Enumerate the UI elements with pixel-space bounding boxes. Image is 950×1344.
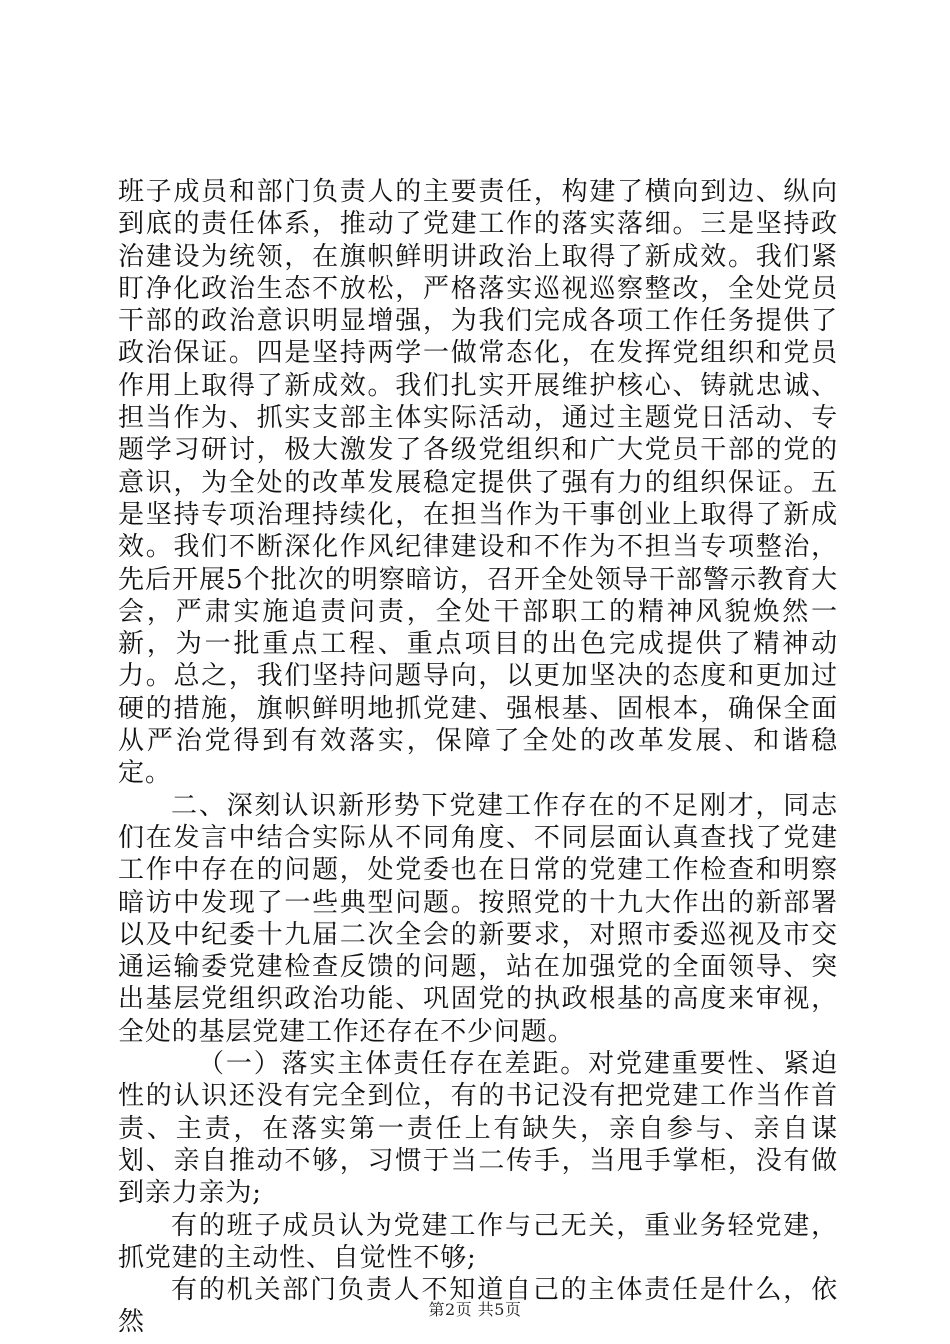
paragraph-item-one: （一）落实主体责任存在差距。对党建重要性、紧迫性的认识还没有完全到位，有的书记没有把党建工作当作首责、主责，在落实第一责任上有缺失，亲自参与、亲自谋划、亲自推动不够，习惯于当二传手，当甩手掌柜，没有做到亲力亲为; [118,1049,838,1209]
paragraph-continuation: 班子成员和部门负责人的主要责任，构建了横向到边、纵向到底的责任体系，推动了党建工作的落实落细。三是坚持政治建设为统领，在旗帜鲜明讲政治上取得了新成效。我们紧盯净化政治生态不放松，严格落实巡视巡察整改，全处党员干部的政治意识明显增强，为我们完成各项工作任务提供了政治保证。四是坚持两学一做常态化，在发挥党组织和党员作用上取得了新成效。我们扎实开展维护核心、铸就忠诚、担当作为、抓实支部主体实际活动，通过主题党日活动、专题学习研讨，极大激发了各级党组织和广大党员干部的党的意识，为全处的改革发展稳定提供了强有力的组织保证。五是坚持专项治理持续化，在担当作为干事创业上取得了新成效。我们不断深化作风纪律建设和不作为不担当专项整治，先后开展5个批次的明察暗访，召开全处领导干部警示教育大会，严肃实施追责问责，全处干部职工的精神风貌焕然一新，为一批重点工程、重点项目的出色完成提供了精神动力。总之，我们坚持问题导向，以更加坚决的态度和更加过硬的措施，旗帜鲜明地抓党建、强根基、固根本，确保全面从严治党得到有效落实，保障了全处的改革发展、和谐稳定。 [118,177,838,789]
paragraph-department-heads: 有的机关部门负责人不知道自己的主体责任是什么，依然 [118,1275,838,1338]
paragraph-section-two: 二、深刻认识新形势下党建工作存在的不足刚才，同志们在发言中结合实际从不同角度、不同层面认真查找了党建工作中存在的问题，处党委也在日常的党建工作检查和明察暗访中发现了一些典型问题。按照党的十九大作出的新部署以及中纪委十九届二次全会的新要求，对照市委巡视及市交通运输委党建检查反馈的问题，站在加强党的全面领导、突出基层党组织政治功能、巩固党的执政根基的高度来审视，全处的基层党建工作还存在不少问题。 [118,790,838,1047]
paragraph-team-members: 有的班子成员认为党建工作与己无关，重业务轻党建，抓党建的主动性、自觉性不够; [118,1210,838,1273]
document-body [118,176,838,1339]
page-footer: 第2页 共5页 [428,1300,522,1319]
